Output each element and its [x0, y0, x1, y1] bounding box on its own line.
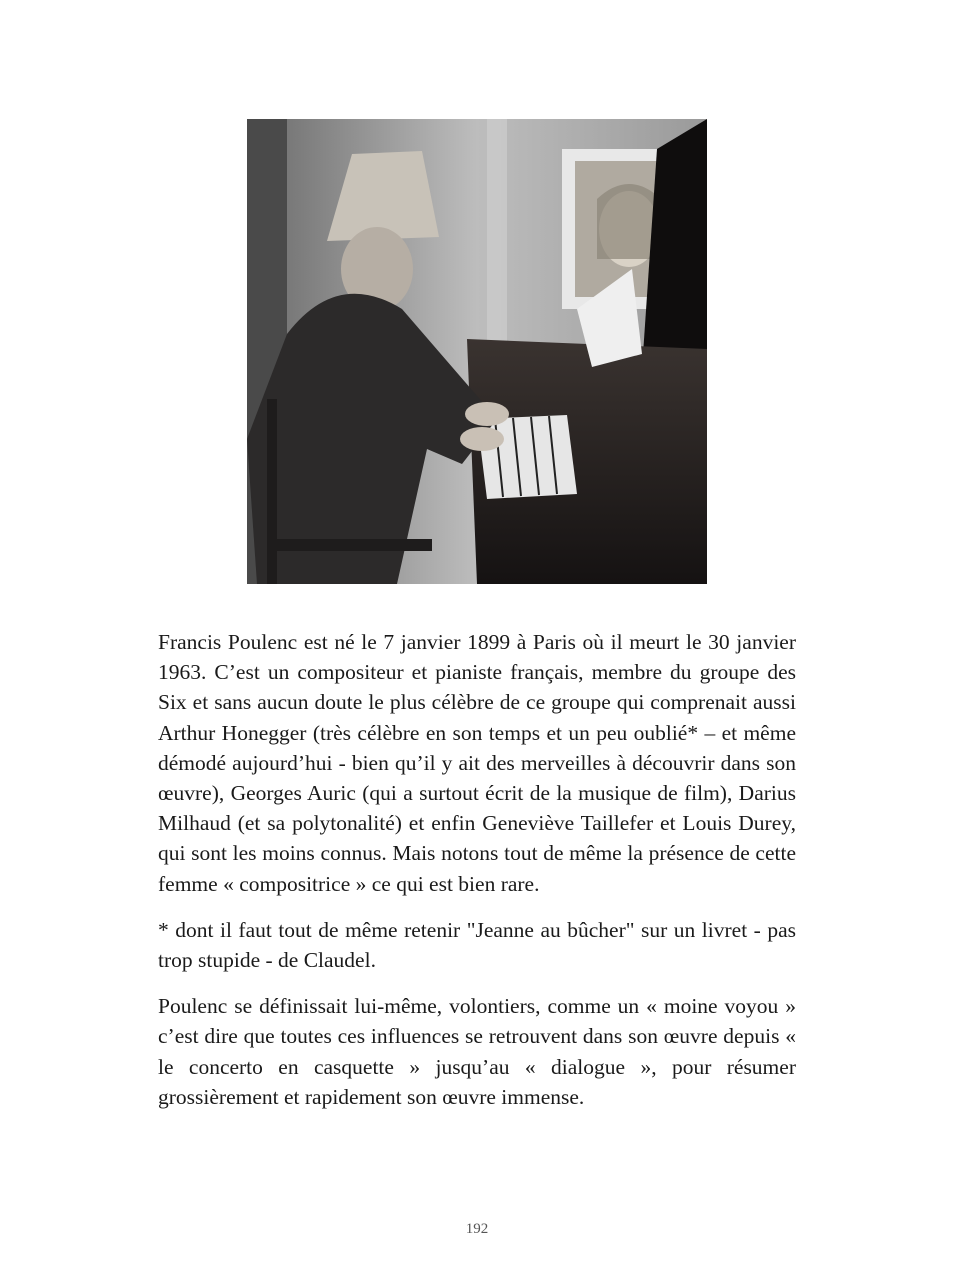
- paragraph-footnote: * dont il faut tout de même retenir "Jeanne au bûcher" sur un livret - pas trop stupide - de Claudel.: [158, 917, 796, 973]
- portrait-photo: [247, 119, 707, 584]
- paragraph-intro: Francis Poulenc est né le 7 janvier 1899 à Paris où il meurt le 30 janvier 1963. C’est un compositeur et pianiste français, membre du groupe des Six et sans aucun doute le plus célèbre de ce groupe qui comprenait aussi Arthur Honegger (très célèbre en son temps et un peu oublié* – et même démodé aujourd’hui - bien qu’il y ait des merveilles à découvrir dans son œuvre), Georges Auric (qui a surtout écrit de la musique de film), Darius Milhaud (et sa polytonalité) et enfin Geneviève Taillefer et Louis Durey, qui sont les moins connus. Mais notons tout de même la présence de cette femme « compositrice » ce qui est bien rare.: [158, 630, 796, 896]
- pianist-hand-2: [460, 427, 504, 451]
- piano-keys: [477, 415, 577, 499]
- pianist-hand: [465, 402, 509, 426]
- body-text: [158, 627, 796, 1128]
- paragraph-conclusion: Poulenc se définissait lui-même, volontiers, comme un « moine voyou » c’est dire que toutes ces influences se retrouvent dans son œuvre depuis « le concerto en casquette » jusqu’au « dialogue », pour résumer grossièrement et rapidement son œuvre immense.: [158, 994, 796, 1109]
- chair: [267, 399, 277, 584]
- pianist-photo-illustration: [247, 119, 707, 584]
- page-number: 192: [465, 1221, 489, 1237]
